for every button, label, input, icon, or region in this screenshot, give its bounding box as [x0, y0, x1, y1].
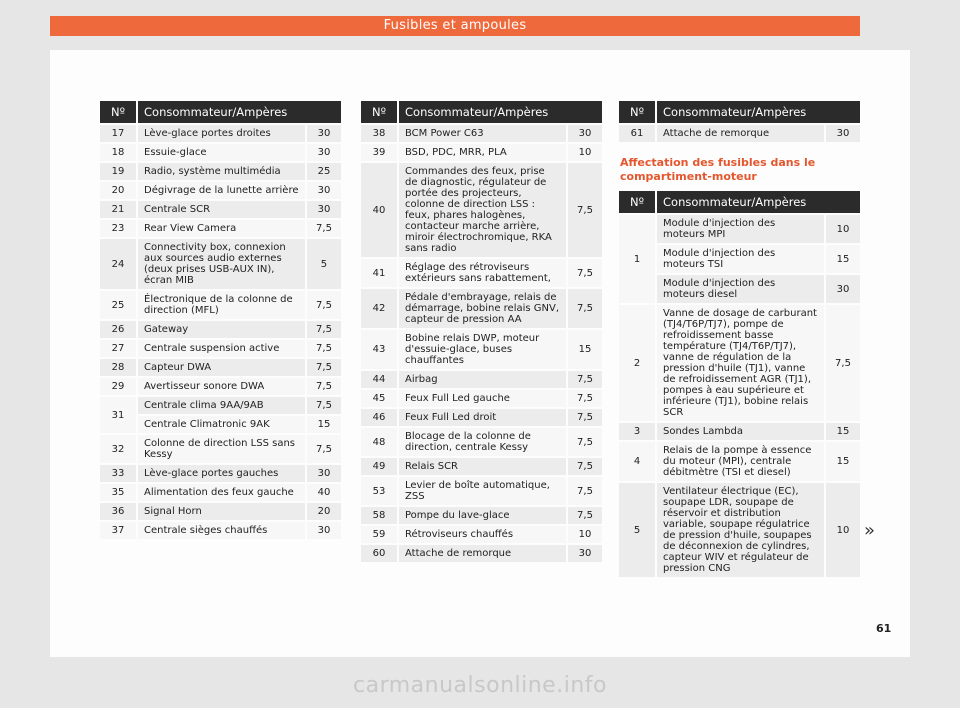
fuse-number: 26 — [100, 321, 138, 338]
fuse-amperage: 7,5 — [566, 428, 602, 456]
fuse-amperage: 15 — [305, 416, 341, 433]
fuse-number: 44 — [361, 371, 399, 388]
fuse-consumer: Pédale d'embrayage, relais de démarrage, bobine relais GNV, capteur de pression AA — [399, 289, 566, 328]
fuse-number: 58 — [361, 507, 399, 524]
table-row — [361, 477, 602, 505]
fuse-consumer: Gateway — [138, 321, 305, 338]
fuse-consumer: Bobine relais DWP, moteur d'essuie-glace, buses chauffantes — [399, 330, 566, 369]
table-row — [100, 321, 341, 338]
fuse-amperage: 15 — [566, 330, 602, 369]
fuse-consumer: Airbag — [399, 371, 566, 388]
table-row — [100, 378, 341, 395]
fuse-number: 23 — [100, 220, 138, 237]
table-row — [619, 483, 860, 577]
fuse-number: 39 — [361, 144, 399, 161]
fuse-consumer: Blocage de la colonne de direction, centrale Kessy — [399, 428, 566, 456]
col-consumer: Consommateur/Ampères — [138, 101, 341, 123]
fuse-table-3 — [619, 99, 860, 144]
table-row — [361, 545, 602, 562]
table-row — [361, 371, 602, 388]
fuse-amperage: 30 — [824, 275, 860, 303]
table-row — [619, 442, 860, 481]
col-num: Nº — [619, 191, 657, 213]
table-row — [100, 522, 341, 539]
fuse-amperage: 15 — [824, 423, 860, 440]
fuse-amperage: 15 — [824, 442, 860, 481]
table-row — [100, 220, 341, 237]
table-row — [619, 423, 860, 440]
fuse-amperage: 7,5 — [566, 507, 602, 524]
fuse-amperage: 7,5 — [305, 340, 341, 357]
fuse-consumer: Réglage des rétroviseurs extérieurs sans rabattement, — [399, 259, 566, 287]
fuse-amperage: 5 — [305, 239, 341, 289]
fuse-number: 60 — [361, 545, 399, 562]
fuse-amperage: 10 — [824, 483, 860, 577]
fuse-number: 1 — [619, 215, 657, 303]
fuse-consumer: Lève-glace portes droites — [138, 125, 305, 142]
fuse-number: 17 — [100, 125, 138, 142]
table-row — [100, 125, 341, 142]
table-row — [361, 330, 602, 369]
table-row — [100, 465, 341, 482]
fuse-consumer: Levier de boîte automatique, ZSS — [399, 477, 566, 505]
table-row — [361, 144, 602, 161]
fuse-amperage: 7,5 — [824, 305, 860, 421]
fuse-consumer: BCM Power C63 — [399, 125, 566, 142]
fuse-amperage: 40 — [305, 484, 341, 501]
table-row — [100, 484, 341, 501]
col-num: Nº — [619, 101, 657, 123]
fuse-amperage: 7,5 — [566, 390, 602, 407]
fuse-number: 35 — [100, 484, 138, 501]
fuse-number: 53 — [361, 477, 399, 505]
fuse-number: 3 — [619, 423, 657, 440]
fuse-number: 25 — [100, 291, 138, 319]
table-row — [361, 289, 602, 328]
fuse-number: 46 — [361, 409, 399, 426]
section-title: Affectation des fusibles dans le compartiment-moteur — [620, 156, 816, 183]
fuse-number: 2 — [619, 305, 657, 421]
fuse-consumer: Sondes Lambda — [657, 423, 824, 440]
fuse-consumer: Alimentation des feux gauche — [138, 484, 305, 501]
fuse-number: 29 — [100, 378, 138, 395]
fuse-amperage: 7,5 — [305, 291, 341, 319]
fuse-amperage: 30 — [824, 125, 860, 142]
fuse-consumer: Avertisseur sonore DWA — [138, 378, 305, 395]
table-row — [361, 526, 602, 543]
col-consumer: Consommateur/Ampères — [399, 101, 602, 123]
table-row — [100, 239, 341, 289]
table-row — [361, 163, 602, 257]
fuse-number: 24 — [100, 239, 138, 289]
fuse-number: 48 — [361, 428, 399, 456]
fuse-number: 4 — [619, 442, 657, 481]
fuse-consumer: Électronique de la colonne de direction (MFL) — [138, 291, 305, 319]
table-row — [100, 144, 341, 161]
fuse-number: 5 — [619, 483, 657, 577]
fuse-consumer: Vanne de dosage de carburant (TJ4/T6P/TJ7), pompe de refroidissement basse température (TJ4/T6P/TJ7), vanne de régulation de la pression d'huile (TJ1), vanne de refroidissement AGR (TJ1), pompes à eau supérieure et inférieure (TJ1), bobine relais SCR — [657, 305, 824, 421]
fuse-amperage: 30 — [305, 522, 341, 539]
fuse-number: 33 — [100, 465, 138, 482]
table-row — [619, 305, 860, 421]
table-row — [100, 397, 341, 414]
table-row — [100, 163, 341, 180]
fuse-number: 61 — [619, 125, 657, 142]
table-row — [100, 182, 341, 199]
fuse-number: 21 — [100, 201, 138, 218]
fuse-amperage: 30 — [305, 182, 341, 199]
fuse-amperage: 7,5 — [305, 220, 341, 237]
fuse-amperage: 30 — [305, 125, 341, 142]
fuse-amperage: 7,5 — [305, 321, 341, 338]
fuse-amperage: 30 — [566, 545, 602, 562]
table-row — [100, 291, 341, 319]
table-row — [100, 503, 341, 520]
fuse-number: 41 — [361, 259, 399, 287]
fuse-amperage: 7,5 — [566, 163, 602, 257]
fuse-amperage: 7,5 — [305, 435, 341, 463]
fuse-consumer: Centrale Climatronic 9AK — [138, 416, 305, 433]
table-row — [361, 259, 602, 287]
fuse-number: 19 — [100, 163, 138, 180]
fuse-consumer: Module d'injection des moteurs diesel — [657, 275, 824, 303]
page-number: 61 — [876, 622, 892, 635]
table-row — [361, 458, 602, 475]
fuse-amperage: 30 — [305, 201, 341, 218]
fuse-number: 28 — [100, 359, 138, 376]
fuse-amperage: 7,5 — [566, 409, 602, 426]
fuse-consumer: Connectivity box, connexion aux sources audio externes (deux prises USB-AUX IN), écran MIB — [138, 239, 305, 289]
table-row — [100, 201, 341, 218]
fuse-consumer: BSD, PDC, MRR, PLA — [399, 144, 566, 161]
fuse-amperage: 20 — [305, 503, 341, 520]
fuse-consumer: Feux Full Led gauche — [399, 390, 566, 407]
fuse-consumer: Pompe du lave-glace — [399, 507, 566, 524]
watermark: carmanualsonline.info — [353, 673, 607, 698]
fuse-consumer: Colonne de direction LSS sans Kessy — [138, 435, 305, 463]
fuse-consumer: Relais SCR — [399, 458, 566, 475]
fuse-consumer: Centrale suspension active — [138, 340, 305, 357]
fuse-amperage: 30 — [305, 465, 341, 482]
fuse-number: 43 — [361, 330, 399, 369]
fuse-consumer: Centrale SCR — [138, 201, 305, 218]
table-row — [361, 125, 602, 142]
fuse-consumer: Attache de remorque — [657, 125, 824, 142]
fuse-consumer: Module d'injection des moteurs MPI — [657, 215, 824, 243]
page-header: Fusibles et ampoules — [50, 16, 860, 36]
table-row — [361, 428, 602, 456]
fuse-consumer: Centrale clima 9AA/9AB — [138, 397, 305, 414]
fuse-number: 18 — [100, 144, 138, 161]
fuse-amperage: 7,5 — [305, 397, 341, 414]
fuse-amperage: 7,5 — [566, 259, 602, 287]
fuse-consumer: Lève-glace portes gauches — [138, 465, 305, 482]
fuse-consumer: Essuie-glace — [138, 144, 305, 161]
fuse-table-1 — [100, 99, 341, 541]
fuse-amperage: 30 — [305, 144, 341, 161]
fuse-amperage: 25 — [305, 163, 341, 180]
table-row — [619, 125, 860, 142]
fuse-consumer: Module d'injection des moteurs TSI — [657, 245, 824, 273]
engine-fuse-table — [619, 189, 860, 579]
fuse-number: 27 — [100, 340, 138, 357]
fuse-consumer: Dégivrage de la lunette arrière — [138, 182, 305, 199]
col-consumer: Consommateur/Ampères — [657, 101, 860, 123]
fuse-amperage: 7,5 — [566, 458, 602, 475]
fuse-number: 36 — [100, 503, 138, 520]
fuse-number: 20 — [100, 182, 138, 199]
fuse-amperage: 7,5 — [305, 378, 341, 395]
fuse-consumer: Feux Full Led droit — [399, 409, 566, 426]
fuse-amperage: 7,5 — [566, 371, 602, 388]
fuse-consumer: Commandes des feux, prise de diagnostic, régulateur de portée des projecteurs, colonne de direction LSS : feux, phares halogènes, contacteur marche arrière, miroir électrochromique, RKA sans radio — [399, 163, 566, 257]
fuse-consumer: Centrale sièges chauffés — [138, 522, 305, 539]
fuse-number: 49 — [361, 458, 399, 475]
fuse-number: 42 — [361, 289, 399, 328]
fuse-amperage: 15 — [824, 245, 860, 273]
table-row — [619, 215, 860, 243]
fuse-number: 37 — [100, 522, 138, 539]
fuse-consumer: Capteur DWA — [138, 359, 305, 376]
fuse-number: 31 — [100, 397, 138, 433]
fuse-number: 38 — [361, 125, 399, 142]
table-row — [100, 435, 341, 463]
table-row — [100, 359, 341, 376]
fuse-consumer: Radio, système multimédia — [138, 163, 305, 180]
fuse-amperage: 10 — [566, 144, 602, 161]
next-page-arrow-icon: » — [864, 520, 876, 541]
col-consumer: Consommateur/Ampères — [657, 191, 860, 213]
fuse-consumer: Attache de remorque — [399, 545, 566, 562]
fuse-number: 40 — [361, 163, 399, 257]
fuse-table-2 — [361, 99, 602, 564]
table-row — [100, 340, 341, 357]
table-row — [361, 507, 602, 524]
fuse-amperage: 10 — [824, 215, 860, 243]
fuse-number: 59 — [361, 526, 399, 543]
fuse-consumer: Rétroviseurs chauffés — [399, 526, 566, 543]
fuse-amperage: 7,5 — [566, 289, 602, 328]
fuse-amperage: 30 — [566, 125, 602, 142]
table-row — [361, 390, 602, 407]
col-num: Nº — [361, 101, 399, 123]
fuse-number: 32 — [100, 435, 138, 463]
fuse-consumer: Ventilateur électrique (EC), soupape LDR, soupape de réservoir et distribution variable, soupape régulatrice de pression d'huile, soupapes de déconnexion de cylindres, capteur WIV et régulateur de pression CNG — [657, 483, 824, 577]
fuse-consumer: Rear View Camera — [138, 220, 305, 237]
table-row — [361, 409, 602, 426]
fuse-consumer: Signal Horn — [138, 503, 305, 520]
fuse-consumer: Relais de la pompe à essence du moteur (MPI), centrale débitmètre (TSI et diesel) — [657, 442, 824, 481]
fuse-number: 45 — [361, 390, 399, 407]
col-num: Nº — [100, 101, 138, 123]
fuse-amperage: 7,5 — [566, 477, 602, 505]
fuse-amperage: 10 — [566, 526, 602, 543]
fuse-amperage: 7,5 — [305, 359, 341, 376]
